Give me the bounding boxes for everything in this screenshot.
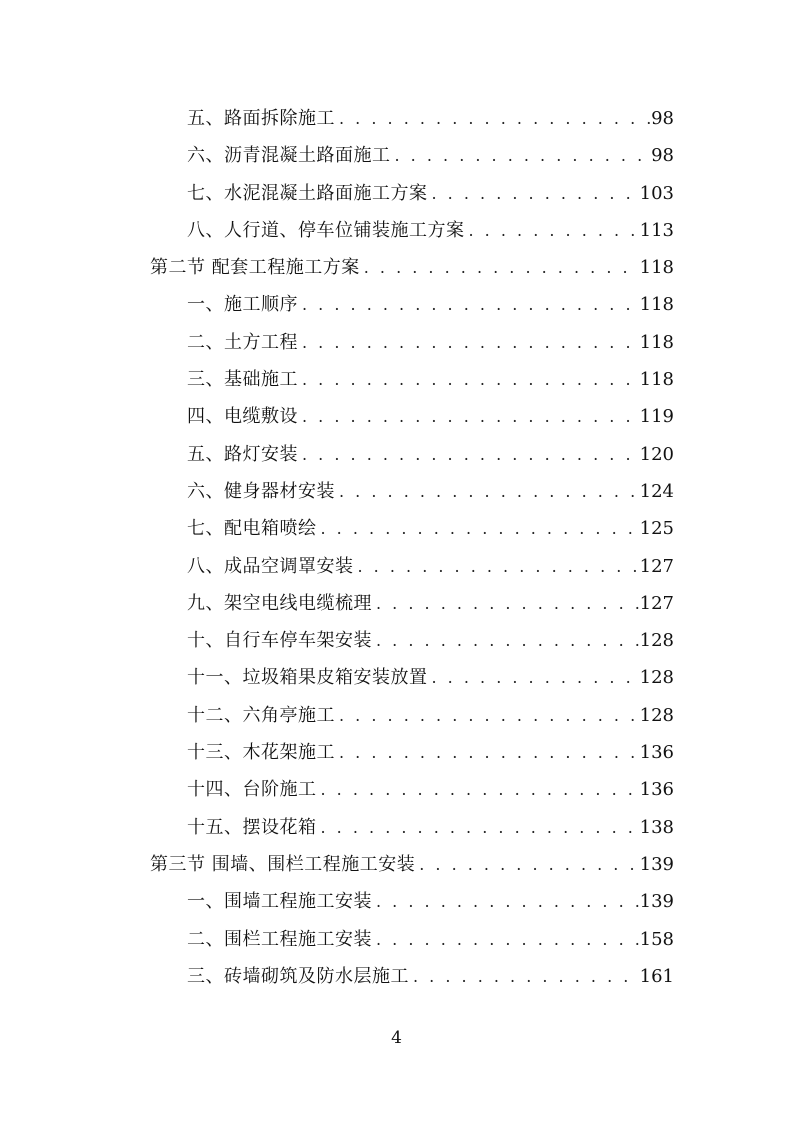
toc-entry-title: 十二、六角亭施工 [187, 704, 335, 726]
toc-entry-page: 128 [639, 704, 674, 726]
toc-entry-page: 158 [639, 928, 674, 950]
toc-entry-page: 103 [639, 182, 674, 204]
toc-entry-page: 136 [639, 779, 674, 801]
toc-dot-leader [298, 436, 640, 473]
toc-entry [150, 883, 674, 920]
toc-entry [150, 473, 674, 510]
toc-entry-page: 119 [639, 406, 674, 428]
toc-entry-title: 第三节 围墙、围栏工程施工安装 [150, 853, 416, 875]
toc-entry-title: 十一、垃圾箱果皮箱安装放置 [187, 667, 428, 689]
toc-entry [150, 324, 674, 361]
toc-entry [150, 809, 674, 846]
toc-entry [150, 734, 674, 771]
toc-entry-title: 四、电缆敷设 [187, 406, 298, 428]
toc-section-entry [150, 846, 674, 883]
toc-entry-page: 118 [639, 257, 674, 279]
toc-dot-leader [317, 510, 640, 547]
toc-entry [150, 212, 674, 249]
toc-entry-title: 十三、木花架施工 [187, 742, 335, 764]
toc-entry-page: 139 [639, 891, 674, 913]
toc-entry-page: 118 [639, 294, 674, 316]
toc-dot-leader [428, 659, 640, 696]
toc-entry-page: 118 [639, 331, 674, 353]
toc-entry [150, 622, 674, 659]
toc-entry-title: 十、自行车停车架安装 [187, 630, 372, 652]
toc-entry [150, 659, 674, 696]
toc-entry-page: 98 [651, 108, 674, 129]
toc-entry [150, 921, 674, 958]
toc-entry [150, 585, 674, 622]
toc-entry-title: 七、配电箱喷绘 [187, 518, 317, 540]
toc-entry-page: 127 [639, 592, 674, 614]
toc-dot-leader [317, 771, 640, 808]
toc-entry-title: 第二节 配套工程施工方案 [150, 257, 360, 279]
toc-dot-leader [409, 958, 640, 995]
toc-entry-page: 128 [639, 667, 674, 689]
toc-dot-leader [354, 548, 640, 585]
toc-entry-title: 五、路灯安装 [187, 443, 298, 465]
toc-dot-leader [428, 175, 640, 212]
toc-dot-leader [335, 734, 640, 771]
toc-dot-leader [465, 212, 640, 249]
toc-entry-title: 七、水泥混凝土路面施工方案 [187, 182, 428, 204]
toc-entry-page: 125 [639, 518, 674, 540]
toc-entry-page: 98 [651, 145, 674, 167]
toc-dot-leader [372, 883, 640, 920]
toc-entry-title: 二、土方工程 [187, 331, 298, 353]
toc-entry-page: 138 [639, 816, 674, 838]
toc-section-entry [150, 249, 674, 286]
toc-entry-page: 136 [639, 742, 674, 764]
toc-entry-page: 139 [639, 853, 674, 875]
toc-entry-title: 一、围墙工程施工安装 [187, 891, 372, 913]
toc-entry [150, 958, 674, 995]
toc-entry [150, 137, 674, 174]
toc-entry [150, 286, 674, 323]
toc-entry [150, 361, 674, 398]
toc-dot-leader [391, 137, 652, 174]
toc-entry-page: 127 [639, 555, 674, 577]
toc-entry-page: 118 [639, 369, 674, 391]
toc-entry-title: 一、施工顺序 [187, 294, 298, 316]
toc-dot-leader [298, 324, 640, 361]
toc-entry-title: 六、健身器材安装 [187, 480, 335, 502]
toc-entry-title: 五、路面拆除施工 [187, 108, 335, 129]
page-number: 4 [391, 1028, 402, 1048]
toc-entry-title: 三、砖墙砌筑及防水层施工 [187, 965, 409, 987]
toc-entry [150, 398, 674, 435]
toc-dot-leader [335, 697, 640, 734]
toc-entry-title: 八、人行道、停车位铺装施工方案 [187, 219, 465, 241]
toc-entry [150, 771, 674, 808]
toc-entry [150, 436, 674, 473]
toc-entry [150, 510, 674, 547]
toc-dot-leader [372, 585, 640, 622]
toc-dot-leader [335, 100, 651, 137]
toc-entry-page: 161 [639, 965, 674, 987]
toc-entry-title: 六、沥青混凝土路面施工 [187, 145, 391, 167]
toc-dot-leader [298, 361, 640, 398]
toc-dot-leader [372, 921, 640, 958]
toc-dot-leader [335, 473, 640, 510]
table-of-contents [150, 100, 674, 995]
toc-entry [150, 548, 674, 585]
toc-dot-leader [360, 249, 640, 286]
toc-entry-title: 三、基础施工 [187, 369, 298, 391]
toc-dot-leader [298, 398, 640, 435]
toc-dot-leader [415, 846, 639, 883]
toc-dot-leader [372, 622, 640, 659]
toc-dot-leader [298, 286, 640, 323]
toc-entry-page: 113 [639, 219, 674, 241]
toc-entry-title: 二、围栏工程施工安装 [187, 928, 372, 950]
toc-entry-page: 124 [639, 480, 674, 502]
toc-entry-page: 128 [639, 630, 674, 652]
toc-entry [150, 100, 674, 137]
toc-entry-title: 十五、摆设花箱 [187, 816, 317, 838]
toc-entry-title: 八、成品空调罩安装 [187, 555, 354, 577]
toc-entry-title: 十四、台阶施工 [187, 779, 317, 801]
toc-entry-page: 120 [639, 443, 674, 465]
toc-entry-title: 九、架空电线电缆梳理 [187, 592, 372, 614]
toc-entry [150, 175, 674, 212]
toc-entry [150, 697, 674, 734]
toc-dot-leader [317, 809, 640, 846]
